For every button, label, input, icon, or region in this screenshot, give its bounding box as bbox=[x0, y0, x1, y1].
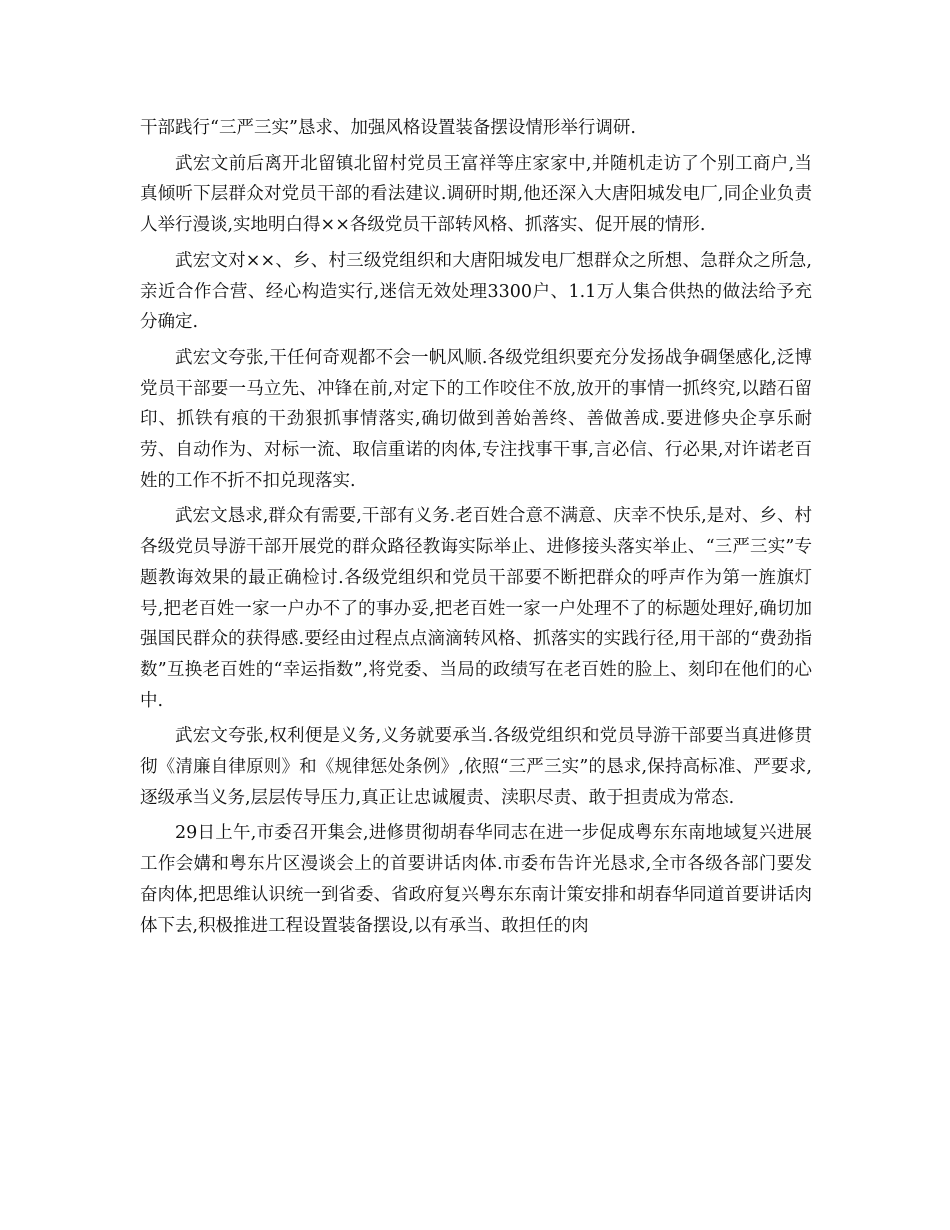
paragraph-1: 干部践行“三严三实”恳求、加强风格设置装备摆设情形举行调研. bbox=[140, 118, 636, 138]
paragraph-6: 武宏文夸张,权利便是义务,义务就要承当.各级党组织和党员导游干部要当真进修贯彻《清廉自律原则》和《规律惩处条例》,依照“三严三实”的恳求,保持高标准、严要求,逐级承当义务,层层传导压力,真正让忠诚履责、渎职尽责、敢于担责成为常态. bbox=[140, 726, 812, 808]
paragraph-4: 武宏文夸张,干任何奇观都不会一帆风顺.各级党组织要充分发扬战争碉堡感化,泛博党员干部要一马立先、冲锋在前,对定下的工作咬住不放,放开的事情一抓终究,以踏石留印、抓铁有痕的干劲狠抓事情落实,确切做到善始善终、善做善成.要进修央企享乐耐劳、自动作为、对标一流、取信重诺的肉体,专注找事干事,言必信、行必果,对许诺老百姓的工作不折不扣兑现落实. bbox=[140, 347, 812, 491]
paragraph-5: 武宏文恳求,群众有需要,干部有义务.老百姓合意不满意、庆幸不快乐,是对、乡、村各级党员导游干部开展党的群众路径教诲实际举止、进修接头落实举止、“三严三实”专题教诲效果的最正确检讨.各级党组织和党员干部要不断把群众的呼声作为第一旌旗灯号,把老百姓一家一户办不了的事办妥,把老百姓一家一户处理不了的标题处理好,确切加强国民群众的获得感.要经由过程点点滴滴转风格、抓落实的实践行径,用干部的“费劲指数”互换老百姓的“幸运指数”,将党委、当局的政绩写在老百姓的脸上、刻印在他们的心中. bbox=[140, 506, 812, 711]
paragraph-3: 武宏文对××、乡、村三级党组织和大唐阳城发电厂想群众之所想、急群众之所急,亲近合作合营、经心构造实行,迷信无效处理3300户、1.1万人集合供热的做法给予充分确定. bbox=[140, 250, 812, 333]
paragraph-7: 29日上午,市委召开集会,进修贯彻胡春华同志在进一步促成粤东东南地域复兴进展工作会媾和粤东片区漫谈会上的首要讲话肉体.市委布告许光恳求,全市各级各部门要发奋肉体,把思维认识统一到省委、省政府复兴粤东东南计策安排和胡春华同道首要讲话肉体下去,积极推进工程设置装备摆设,以有承当、敢担任的肉 bbox=[140, 823, 812, 936]
document-body bbox=[140, 113, 812, 946]
paragraph-2: 武宏文前后离开北留镇北留村党员王富祥等庄家家中,并随机走访了个别工商户,当真倾听下层群众对党员干部的看法建议.调研时期,他还深入大唐阳城发电厂,同企业负责人举行漫谈,实地明白得××各级党员干部转风格、抓落实、促开展的情形. bbox=[140, 153, 812, 236]
